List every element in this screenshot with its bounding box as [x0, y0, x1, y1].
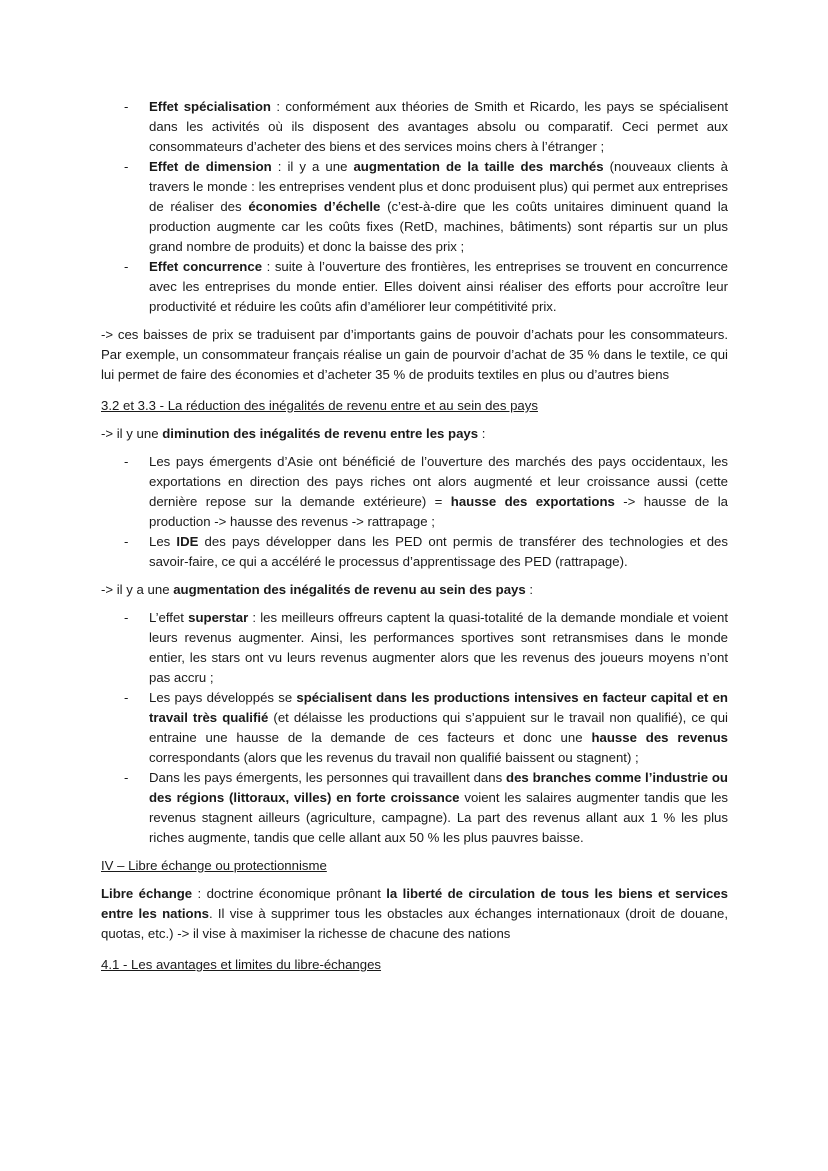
heading-section-3-2: 3.2 et 3.3 - La réduction des inégalités de revenu entre et au sein des pays	[101, 398, 538, 413]
bullet-dash: -	[124, 534, 129, 549]
bold-text: hausse des exportations	[450, 494, 615, 509]
intro-within-countries: -> il y a une augmentation des inégalités de revenu au sein des pays :	[101, 582, 534, 597]
bold-text: Libre échange	[101, 886, 193, 901]
list-item: - Les pays émergents d’Asie ont bénéficié de l’ouverture des marchés des pays occidentaux, les exportations en direction des pays riches ont alors augmenté et leur croissance aussi (cette dernière repose sur la demande extérieure) = hausse des exportations -> hausse de la production -> hausse des revenus -> rattrapage ;	[124, 454, 728, 529]
bullet-dash: -	[124, 454, 129, 469]
bold-text: Effet de dimension	[149, 159, 272, 174]
list-item: - Les IDE des pays développer dans les PED ont permis de transférer des technologies et des savoir-faire, ce qui a accéléré le processus d’apprentissage des PED (rattrapage).	[124, 534, 728, 569]
bold-text: des branches comme l’industrie ou des régions (littoraux, villes) en forte croissance	[149, 770, 728, 805]
bold-text: diminution des inégalités de revenu entre les pays	[162, 426, 479, 441]
paragraph-purchasing-power: -> ces baisses de prix se traduisent par d’importants gains de pouvoir d’achats pour les consommateurs. Par exemple, un consommateur français réalise un gain de pourvoir d’achat de 35 % dans le textile, ce qui lui permet de faire des économies et d’acheter 35 % de produits textiles en plus ou d’autres biens	[101, 327, 728, 382]
bold-text: Effet concurrence	[149, 259, 263, 274]
heading-section-iv: IV – Libre échange ou protectionnisme	[101, 858, 327, 873]
bullet-dash: -	[124, 610, 129, 625]
bold-text: superstar	[188, 610, 249, 625]
bold-text: la liberté de circulation de tous les biens et services entre les nations	[101, 886, 728, 921]
list-item: - L’effet superstar : les meilleurs offreurs captent la quasi-totalité de la demande mondiale et voient leurs revenus augmenter. Ainsi, les performances sportives sont retransmises dans le monde entier, les stars ont vu leurs revenus augmenter alors que les revenus des joueurs moyens n’ont pas accru ;	[124, 610, 728, 685]
bullet-dash: -	[124, 690, 129, 705]
bold-text: IDE	[176, 534, 199, 549]
list-item: - Effet spécialisation : conformément aux théories de Smith et Ricardo, les pays se spécialisent dans les activités où ils disposent des avantages absolu ou comparatif. Ceci permet aux consommateurs d’acheter des biens et des services moins chers à l’étranger ;	[124, 99, 728, 154]
heading-section-4-1: 4.1 - Les avantages et limites du libre-échanges	[101, 957, 382, 972]
bullet-dash: -	[124, 159, 129, 174]
bold-text: Effet spécialisation	[149, 99, 271, 114]
bullet-dash: -	[124, 259, 129, 274]
paragraph-free-trade-definition: Libre échange : doctrine économique prônant la liberté de circulation de tous les biens et services entre les nations. Il vise à supprimer tous les obstacles aux échanges internationaux (droit de douane, quotas, etc.) -> il vise à maximiser la richesse de chacune des nations	[101, 886, 728, 941]
bold-text: hausse des revenus	[591, 730, 728, 745]
list-effects	[101, 97, 728, 317]
list-between-countries	[101, 452, 728, 572]
list-item: - Dans les pays émergents, les personnes qui travaillent dans des branches comme l’industrie ou des régions (littoraux, villes) en forte croissance voient les salaires augmenter tandis que les revenus stagnent ailleurs (agriculture, campagne). La part des revenus allant aux 1 % les plus riches augmente, tandis que celle allant aux 50 % les plus pauvres baisse.	[124, 770, 728, 845]
list-item: - Effet concurrence : suite à l’ouverture des frontières, les entreprises se trouvent en concurrence avec les entreprises du monde entier. Elles doivent ainsi réaliser des efforts pour accroître leur productivité et réduire les coûts afin d’améliorer leur compétitivité prix.	[124, 259, 728, 314]
bullet-dash: -	[124, 99, 129, 114]
bullet-dash: -	[124, 770, 129, 785]
bold-text: économies d’échelle	[248, 199, 381, 214]
bold-text: augmentation des inégalités de revenu au sein des pays	[173, 582, 526, 597]
intro-between-countries: -> il y une diminution des inégalités de revenu entre les pays :	[101, 426, 486, 441]
list-item: - Les pays développés se spécialisent dans les productions intensives en facteur capital et en travail très qualifié (et délaisse les productions qui s’appuient sur le travail non qualifié), ce qui entraine une hausse de la demande de ces facteurs et donc une hausse des revenus correspondants (alors que les revenus du travail non qualifié baissent ou stagnent) ;	[124, 690, 728, 765]
list-within-countries	[101, 608, 728, 848]
bold-text: augmentation de la taille des marchés	[353, 159, 604, 174]
list-item: - Effet de dimension : il y a une augmentation de la taille des marchés (nouveaux clients à travers le monde : les entreprises vendent plus et donc produisent plus) qui permet aux entreprises de réaliser des économies d’échelle (c’est-à-dire que les coûts unitaires diminuent quand la production augmente car les coûts fixes (RetD, machines, bâtiments) sont répartis sur un plus grand nombre de produits) et donc la baisse des prix ;	[124, 159, 728, 254]
bold-text: spécialisent dans les productions intensives en facteur capital et en travail très qualifié	[149, 690, 728, 725]
